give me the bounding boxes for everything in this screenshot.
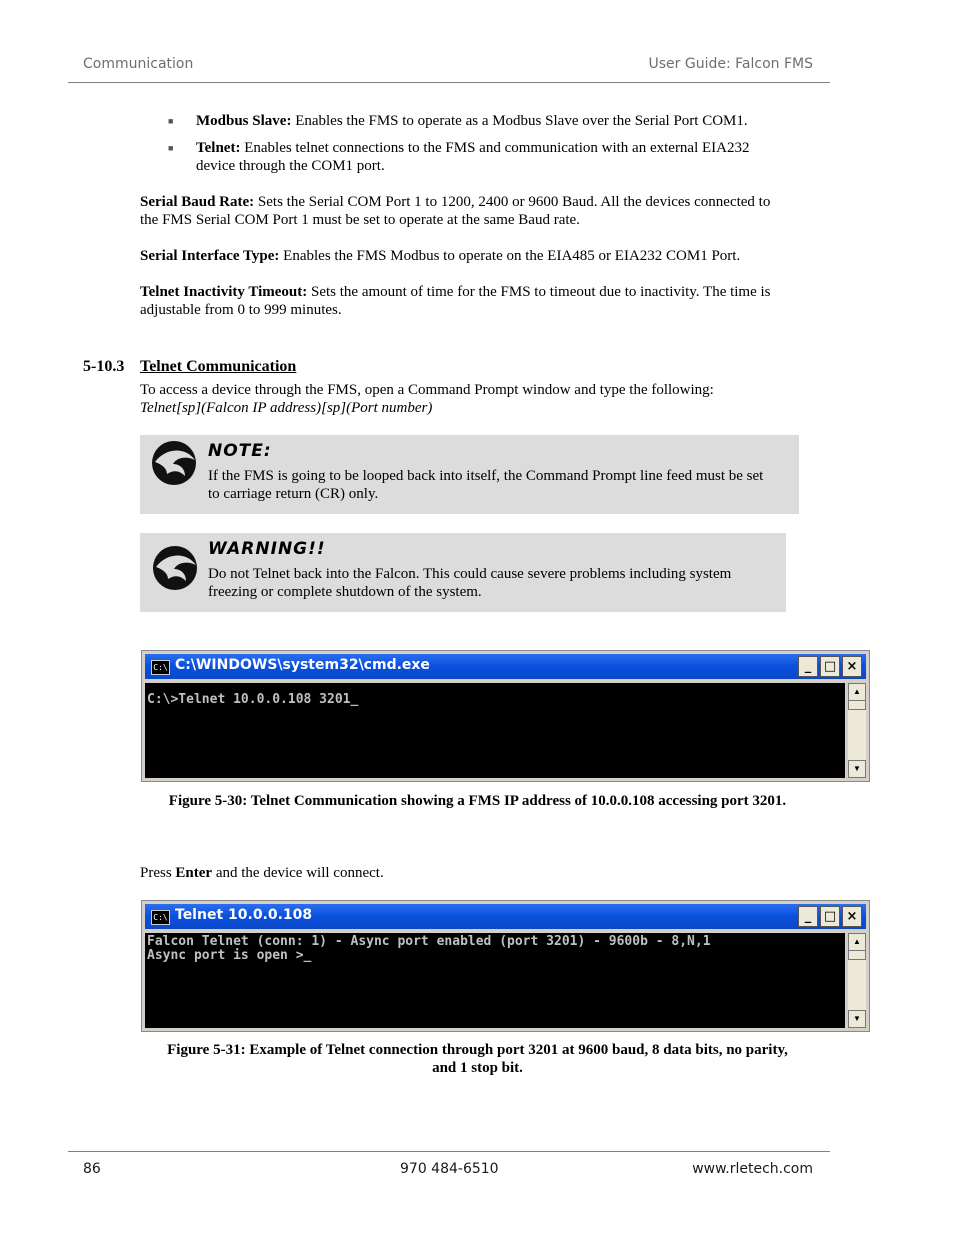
section-number: 5-10.3	[83, 358, 125, 375]
warning-line: Do not Telnet back into the Falcon. This could cause severe problems including system	[208, 566, 732, 582]
param-text: Sets the Serial COM Port 1 to 1200, 2400 or 9600 Baud. All the devices connected to	[254, 194, 771, 210]
close-button[interactable]: ×	[842, 656, 862, 677]
param-text: the FMS Serial COM Port 1 must be set to operate at the same Baud rate.	[140, 212, 580, 228]
footer-rule	[68, 1151, 830, 1152]
note-box	[140, 435, 799, 514]
window-title: Telnet 10.0.0.108	[175, 907, 313, 923]
warning-text	[208, 565, 731, 601]
param-text: Enables the FMS Modbus to operate on the EIA485 or EIA232 COM1 Port.	[279, 248, 741, 264]
page-number: 86	[83, 1161, 101, 1177]
figure-caption	[141, 1041, 814, 1077]
cmd-window	[141, 650, 870, 782]
bullet-term: Modbus Slave:	[196, 113, 292, 129]
param-text: Sets the amount of time for the FMS to timeout due to inactivity. The time is	[307, 284, 771, 300]
param-term: Serial Interface Type:	[140, 248, 280, 264]
warning-box	[140, 533, 786, 612]
scroll-up-arrow-icon[interactable]: ▲	[848, 933, 866, 951]
console-app-icon: C:\	[151, 910, 170, 925]
telnet-syntax: Telnet[sp](Falcon IP address)[sp](Port number)	[140, 400, 433, 416]
scroll-thumb[interactable]	[848, 700, 866, 710]
param-serial-interface-type	[140, 247, 740, 265]
telnet-window	[141, 900, 870, 1032]
section-intro: To access a device through the FMS, open a Command Prompt window and type the following:	[140, 382, 714, 398]
bullet-telnet	[196, 139, 750, 175]
maximize-button[interactable]: □	[820, 656, 840, 677]
param-text: adjustable from 0 to 999 minutes.	[140, 302, 342, 318]
param-telnet-inactivity-timeout	[140, 283, 771, 319]
press-after: and the device will connect.	[212, 865, 384, 881]
scroll-down-arrow-icon[interactable]: ▼	[848, 760, 866, 778]
window-title: C:\WINDOWS\system32\cmd.exe	[175, 657, 430, 673]
header-section-name: Communication	[83, 56, 194, 72]
param-serial-baud-rate	[140, 193, 770, 229]
header-guide-title: User Guide: Falcon FMS	[648, 56, 813, 72]
vertical-scrollbar[interactable]	[848, 933, 866, 1028]
minimize-button[interactable]: _	[798, 906, 818, 927]
section-title: Telnet Communication	[140, 358, 297, 375]
close-button[interactable]: ×	[842, 906, 862, 927]
window-titlebar[interactable]	[145, 904, 866, 929]
press-before: Press	[140, 865, 176, 881]
press-enter-text	[140, 864, 384, 882]
console-output[interactable]: C:\>Telnet 10.0.0.108 3201_	[145, 683, 845, 778]
caption-line: and 1 stop bit.	[432, 1060, 523, 1076]
bullet-marker: ■	[168, 143, 174, 153]
footer-phone: 970 484-6510	[400, 1161, 499, 1177]
header-rule	[68, 82, 830, 83]
console-output[interactable]: Falcon Telnet (conn: 1) - Async port enabled (port 3201) - 9600b - 8,N,1 Async port is open >_	[145, 933, 845, 1028]
footer-website[interactable]: www.rletech.com	[692, 1161, 813, 1177]
bullet-text: Enables telnet connections to the FMS and communication with an external EIA232	[240, 140, 750, 156]
scroll-down-arrow-icon[interactable]: ▼	[848, 1010, 866, 1028]
bullet-marker: ■	[168, 116, 174, 126]
minimize-button[interactable]: _	[798, 656, 818, 677]
scroll-up-arrow-icon[interactable]: ▲	[848, 683, 866, 701]
maximize-button[interactable]: □	[820, 906, 840, 927]
caption-line: Figure 5-31: Example of Telnet connection through port 3201 at 9600 baud, 8 data bits, no parity,	[167, 1042, 788, 1058]
scroll-thumb[interactable]	[848, 950, 866, 960]
console-app-icon: C:\	[151, 660, 170, 675]
vertical-scrollbar[interactable]	[848, 683, 866, 778]
warning-line: freezing or complete shutdown of the system.	[208, 584, 482, 600]
param-term: Serial Baud Rate:	[140, 194, 255, 210]
bullet-text: Enables the FMS to operate as a Modbus Slave over the Serial Port COM1.	[291, 113, 748, 129]
bullet-text: device through the COM1 port.	[196, 158, 385, 174]
press-key: Enter	[175, 865, 213, 881]
window-titlebar[interactable]	[145, 654, 866, 679]
falcon-logo-icon	[151, 440, 197, 486]
bullet-modbus-slave	[196, 112, 748, 130]
note-line: If the FMS is going to be looped back into itself, the Command Prompt line feed must be set	[208, 468, 764, 484]
note-line: to carriage return (CR) only.	[208, 486, 379, 502]
param-term: Telnet Inactivity Timeout:	[140, 284, 308, 300]
warning-title: WARNING!!	[208, 539, 326, 559]
falcon-logo-icon	[152, 545, 198, 591]
figure-caption: Figure 5-30: Telnet Communication showing a FMS IP address of 10.0.0.108 accessing port 3201.	[168, 793, 787, 809]
note-title: NOTE:	[208, 441, 272, 461]
note-text	[208, 467, 763, 503]
bullet-term: Telnet:	[196, 140, 241, 156]
